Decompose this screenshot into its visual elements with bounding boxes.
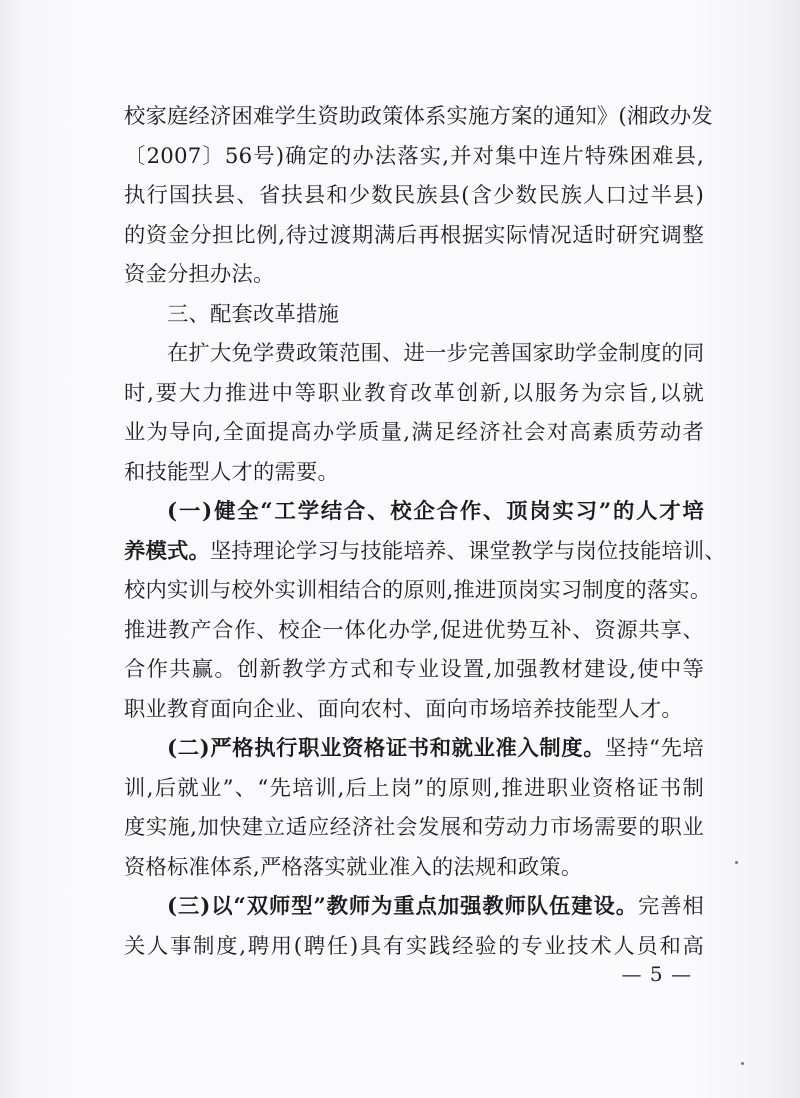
- paragraph-line: 度实施,加快建立适应经济社会发展和劳动力市场需要的职业: [124, 815, 704, 840]
- paragraph-line: 时,要大力推进中等职业教育改革创新,以服务为宗旨,以就: [124, 380, 704, 406]
- paragraph-line: 资格标准体系,严格落实就业准入的法规和政策。: [124, 854, 583, 880]
- page-number: — 5 —: [621, 962, 692, 986]
- paragraph-line: 关人事制度,聘用(聘任)具有实践经验的专业技术人员和高: [124, 933, 704, 959]
- scan-speck: [741, 1062, 744, 1065]
- item-3-text-start: 完善相: [638, 894, 704, 919]
- item-2-heading: (二)严格执行职业资格证书和就业准入制度。: [167, 736, 606, 761]
- scan-speck: [735, 861, 738, 864]
- document-body: [124, 97, 726, 966]
- section-heading: 三、配套改革措施: [167, 301, 339, 327]
- item-3-heading-line: [124, 887, 704, 927]
- paragraph-line: 校内实训与校外实训相结合的原则,推进顶岗实习制度的落实。: [124, 578, 712, 603]
- paragraph-line: 〔2007〕56号)确定的办法落实,并对集中连片特殊困难县,: [124, 143, 704, 169]
- paragraph-line: 业为导向,全面提高办学质量,满足经济社会对高素质劳动者: [124, 420, 704, 445]
- paragraph-line: 资金分担办法。: [124, 262, 275, 287]
- paragraph-line: 执行国扶县、省扶县和少数民族县(含少数民族人口过半县): [124, 183, 704, 208]
- item-1-text-start: 坚持理论学习与技能培养、课堂教学与岗位技能培训、: [210, 538, 726, 564]
- item-1-heading-end: 养模式。: [124, 538, 210, 564]
- item-2-heading-line: [124, 729, 704, 769]
- paragraph-line: 训,后就业”、“先培训,后上岗”的原则,推进职业资格证书制: [124, 775, 704, 801]
- paragraph-line: 和技能型人才的需要。: [124, 459, 339, 485]
- item-1-heading-continuation: [124, 532, 726, 572]
- paragraph-line: 推进教产合作、校企一体化办学,促进优势互补、资源共享、: [124, 617, 704, 643]
- item-1-heading: (一)健全“工学结合、校企合作、顶岗实习”的人才培: [167, 499, 704, 524]
- item-2-text-start: 坚持“先培: [605, 736, 704, 761]
- paragraph-line: 职业教育面向企业、面向农村、面向市场培养技能型人才。: [124, 696, 683, 722]
- paragraph-line: 在扩大免学费政策范围、进一步完善国家助学金制度的同: [167, 341, 705, 366]
- paragraph-line: 合作共赢。创新教学方式和专业设置,加强教材建设,使中等: [124, 657, 704, 682]
- item-3-heading: (三)以“双师型”教师为重点加强教师队伍建设。: [167, 894, 639, 919]
- paragraph-line: 的资金分担比例,待过渡期满后再根据实际情况适时研究调整: [124, 222, 704, 248]
- paragraph-line: 校家庭经济困难学生资助政策体系实施方案的通知》(湘政办发: [124, 104, 713, 129]
